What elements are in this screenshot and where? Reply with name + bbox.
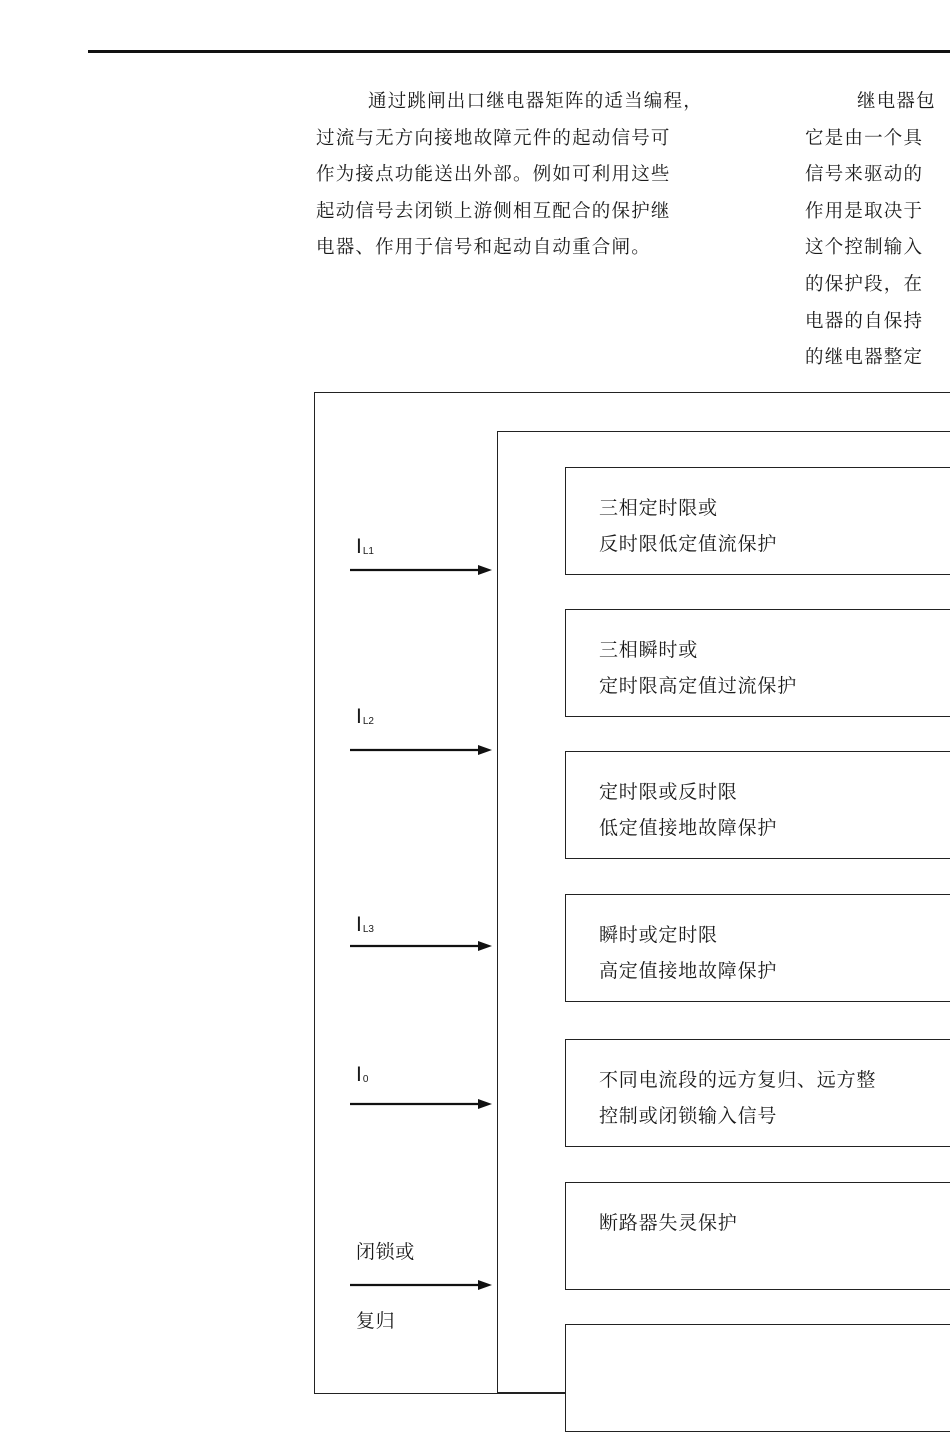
function-block-breaker-failure — [565, 1182, 950, 1290]
block-label: 定时限高定值过流保护 — [599, 675, 798, 697]
paragraph-line: 作为接点功能送出外部。例如可利用这些 — [316, 164, 671, 186]
block-label: 低定值接地故障保护 — [599, 817, 778, 839]
input-arrow-icon — [350, 1279, 492, 1291]
paragraph-line: 通过跳闸出口继电器矩阵的适当编程， — [368, 91, 703, 112]
paragraph-line: 这个控制输入 — [805, 237, 924, 259]
paragraph-line: 信号来驱动的 — [805, 164, 924, 186]
paragraph-line: 过流与无方向接地故障元件的起动信号可 — [316, 127, 671, 149]
paragraph-line: 的继电器整定 — [805, 347, 924, 369]
block-label: 断路器失灵保护 — [599, 1212, 738, 1234]
paragraph-line: 作用是取决于 — [805, 200, 924, 222]
input-symbol: I — [356, 1063, 362, 1086]
paragraph-line: 电器、作用于信号和起动自动重合闸。 — [316, 237, 651, 259]
top-rule — [88, 50, 950, 53]
block-label: 控制或闭锁输入信号 — [599, 1105, 778, 1127]
body-paragraph-right — [805, 84, 950, 377]
input-symbol: I — [356, 705, 362, 728]
block-label: 定时限或反时限 — [599, 781, 738, 803]
input-label-il1 — [356, 535, 374, 559]
paragraph-line: 的保护段，在 — [805, 273, 924, 295]
input-subscript: 0 — [362, 1074, 369, 1085]
function-block-high-set-overcurrent — [565, 609, 950, 717]
function-block-remote-control-inputs — [565, 1039, 950, 1147]
body-paragraph-left — [316, 84, 774, 267]
paragraph-line: 电器的自保持 — [805, 310, 924, 332]
input-label-reset: 复归 — [356, 1310, 396, 1332]
function-block-next — [565, 1324, 950, 1432]
input-label-il3 — [356, 913, 374, 937]
block-label: 三相瞬时或 — [599, 639, 699, 661]
function-block-low-set-earth-fault — [565, 751, 950, 859]
block-label: 不同电流段的远方复归、远方整 — [599, 1069, 877, 1091]
block-label: 瞬时或定时限 — [599, 924, 718, 946]
input-arrow-icon — [350, 744, 492, 756]
function-block-high-set-earth-fault — [565, 894, 950, 1002]
paragraph-line: 起动信号去闭锁上游侧相互配合的保护继 — [316, 200, 671, 222]
input-symbol: I — [356, 535, 362, 558]
input-symbol: I — [356, 913, 362, 936]
paragraph-line: 它是由一个具 — [805, 127, 924, 149]
input-subscript: L2 — [362, 716, 374, 727]
input-label-il2 — [356, 705, 374, 729]
input-arrow-icon — [350, 564, 492, 576]
paragraph-line: 继电器包 — [857, 91, 936, 112]
block-label: 三相定时限或 — [599, 497, 718, 519]
block-label: 反时限低定值流保护 — [599, 533, 778, 555]
input-label-block: 闭锁或 — [356, 1241, 415, 1263]
input-subscript: L1 — [362, 546, 374, 557]
input-arrow-icon — [350, 1098, 492, 1110]
input-subscript: L3 — [362, 924, 374, 935]
input-arrow-icon — [350, 940, 492, 952]
block-label: 高定值接地故障保护 — [599, 960, 778, 982]
input-label-i0 — [356, 1063, 368, 1087]
function-block-low-set-overcurrent — [565, 467, 950, 575]
